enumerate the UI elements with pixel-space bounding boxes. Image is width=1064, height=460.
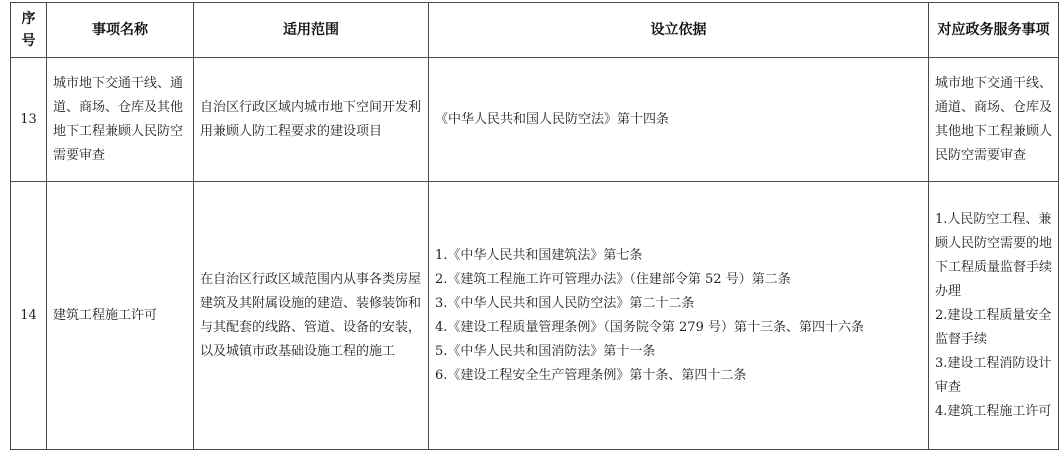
row-seq: 14 xyxy=(11,182,47,450)
header-service: 对应政务服务事项 xyxy=(929,3,1059,58)
row-item-name: 建筑工程施工许可 xyxy=(47,182,194,450)
basis-line: 1.《中华人民共和国建筑法》第七条 xyxy=(435,247,643,263)
table-row xyxy=(11,58,1059,182)
basis-line: 4.《建设工程质量管理条例》（国务院令第 279 号）第十三条、第四十六条 xyxy=(435,319,864,335)
service-line: 2.建设工程质量安全监督手续 xyxy=(935,307,1052,347)
header-scope: 适用范围 xyxy=(194,3,429,58)
service-line: 城市地下交通干线、通道、商场、仓库及其他地下工程兼顾人民防空需要审查 xyxy=(935,75,1053,163)
row-service xyxy=(929,182,1059,450)
service-line: 3.建设工程消防设计审查 xyxy=(935,355,1052,395)
basis-line: 《中华人民共和国人民防空法》第十四条 xyxy=(435,111,670,127)
table-row xyxy=(11,182,1059,450)
header-item-name: 事项名称 xyxy=(47,3,194,58)
basis-line: 3.《中华人民共和国人民防空法》第二十二条 xyxy=(435,295,695,311)
header-basis: 设立依据 xyxy=(429,3,929,58)
basis-line: 6.《建设工程安全生产管理条例》第十条、第四十二条 xyxy=(435,367,747,383)
row-seq: 13 xyxy=(11,58,47,182)
row-scope: 自治区行政区域内城市地下空间开发利用兼顾人防工程要求的建设项目 xyxy=(194,58,429,182)
basis-line: 2.《建筑工程施工许可管理办法》（住建部令第 52 号）第二条 xyxy=(435,271,791,287)
table-header-row xyxy=(11,3,1059,58)
service-line: 1.人民防空工程、兼顾人民防空需要的地下工程质量监督手续办理 xyxy=(935,211,1053,299)
basis-line: 5.《中华人民共和国消防法》第十一条 xyxy=(435,343,656,359)
row-basis xyxy=(429,182,929,450)
header-seq: 序号 xyxy=(11,3,47,58)
row-service xyxy=(929,58,1059,182)
approval-items-table xyxy=(10,2,1059,450)
row-basis xyxy=(429,58,929,182)
row-item-name: 城市地下交通干线、通道、商场、仓库及其他地下工程兼顾人民防空需要审查 xyxy=(47,58,194,182)
service-line: 4.建筑工程施工许可 xyxy=(935,403,1052,419)
row-scope: 在自治区行政区域范围内从事各类房屋建筑及其附属设施的建造、装修装饰和与其配套的线路、管道、设备的安装，以及城镇市政基础设施工程的施工 xyxy=(194,182,429,450)
